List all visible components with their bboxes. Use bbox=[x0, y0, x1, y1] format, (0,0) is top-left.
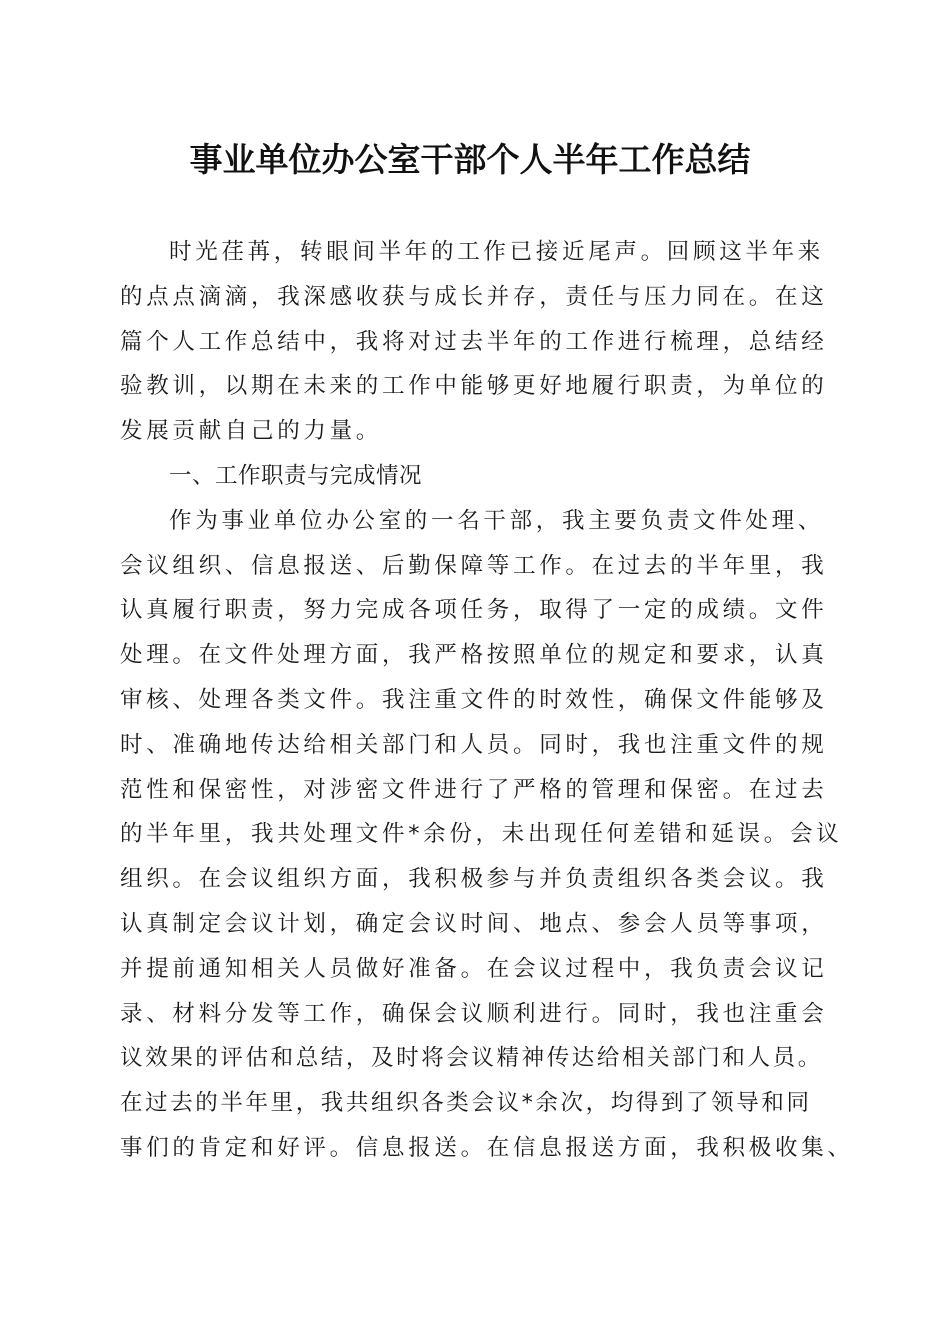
document-title: 事业单位办公室干部个人半年工作总结 bbox=[189, 140, 751, 179]
paragraph-line: 作为事业单位办公室的一名干部，我主要负责文件处理、 bbox=[169, 507, 825, 534]
paragraph-line: 发展贡献自己的力量。 bbox=[120, 418, 383, 445]
paragraph-line: 的半年里，我共处理文件*余份，未出现任何差错和延误。会议 bbox=[120, 821, 843, 848]
paragraph-line: 议效果的评估和总结，及时将会议精神传达给相关部门和人员。 bbox=[120, 1045, 823, 1072]
paragraph-line: 组织。在会议组织方面，我积极参与并负责组织各类会议。我 bbox=[120, 866, 828, 893]
paragraph-line: 篇个人工作总结中，我将对过去半年的工作进行梳理，总结经 bbox=[120, 328, 828, 355]
paragraph-line: 认真制定会议计划，确定会议时间、地点、参会人员等事项， bbox=[120, 911, 828, 937]
paragraph-line: 认真履行职责，努力完成各项任务，取得了一定的成绩。文件 bbox=[120, 597, 828, 624]
paragraph-line: 验教训，以期在未来的工作中能够更好地履行职责，为单位的 bbox=[120, 373, 828, 400]
paragraph-line: 审核、处理各类文件。我注重文件的时效性，确保文件能够及 bbox=[120, 687, 828, 713]
paragraph-line: 时、准确地传达给相关部门和人员。同时，我也注重文件的规 bbox=[120, 731, 828, 758]
paragraph-line: 在过去的半年里，我共组织各类会议*余次，均得到了领导和同 bbox=[120, 1090, 812, 1117]
paragraph-line: 时光荏苒，转眼间半年的工作已接近尾声。回顾这半年来 bbox=[169, 239, 825, 265]
paragraph-line: 事们的肯定和好评。信息报送。在信息报送方面，我积极收集、 bbox=[120, 1135, 854, 1161]
paragraph-line: 处理。在文件处理方面，我严格按照单位的规定和要求，认真 bbox=[120, 642, 828, 669]
paragraph-line: 会议组织、信息报送、后勤保障等工作。在过去的半年里，我 bbox=[120, 552, 828, 579]
paragraph-line: 并提前通知相关人员做好准备。在会议过程中，我负责会议记 bbox=[120, 955, 828, 982]
paragraph-line: 录、材料分发等工作，确保会议顺利进行。同时，我也注重会 bbox=[120, 1000, 828, 1027]
paragraph-line: 的点点滴滴，我深感收获与成长并存，责任与压力同在。在这 bbox=[120, 283, 828, 310]
section-heading: 一、工作职责与完成情况 bbox=[169, 463, 423, 489]
paragraph-line: 范性和保密性，对涉密文件进行了严格的管理和保密。在过去 bbox=[120, 776, 828, 803]
